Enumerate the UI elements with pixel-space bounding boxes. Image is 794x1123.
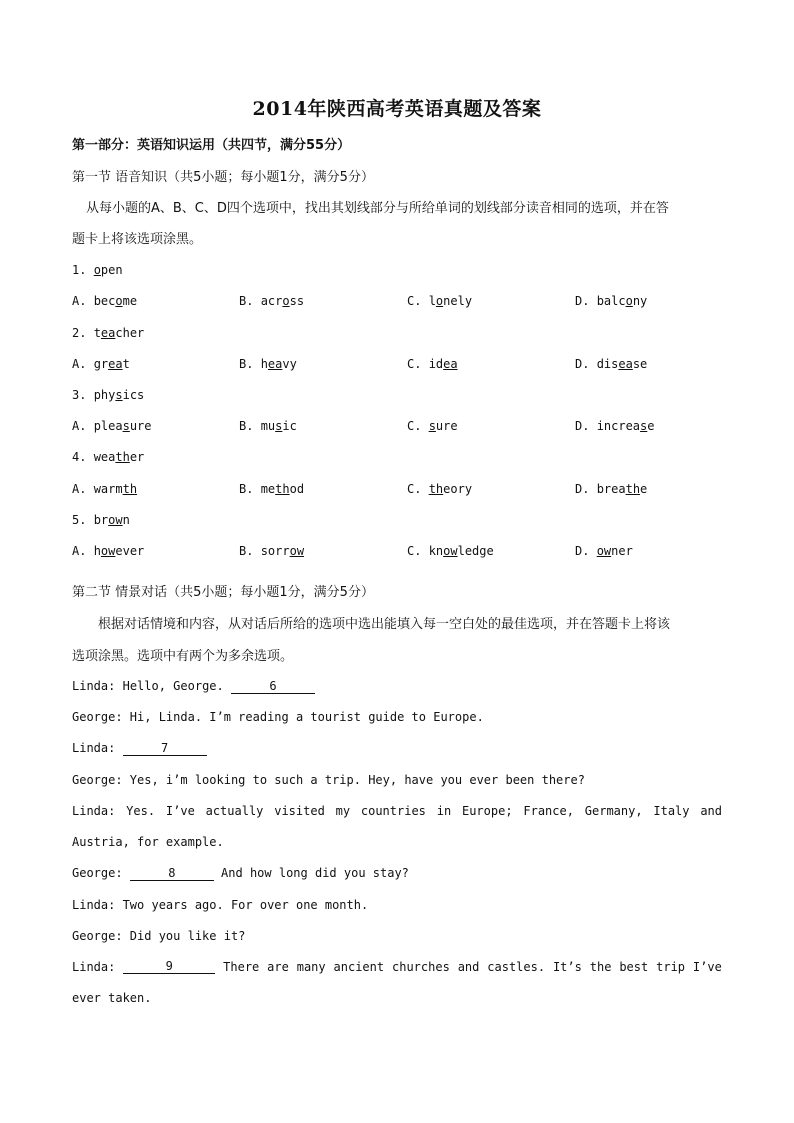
dialogue-line-8: George: Did you like it? bbox=[72, 929, 246, 943]
dialogue-line-1: Linda: Hello, George. 6 bbox=[72, 679, 315, 694]
question-1-option-d[interactable]: D. balcony bbox=[575, 294, 648, 308]
question-2-option-b[interactable]: B. heavy bbox=[239, 357, 297, 371]
dialogue-line-4: George: Yes, i’m looking to such a trip. Hey, have you ever been there? bbox=[72, 773, 585, 787]
dialogue-line-2: George: Hi, Linda. I’m reading a tourist guide to Europe. bbox=[72, 710, 484, 724]
dialogue-line-7: Linda: Two years ago. For over one month. bbox=[72, 898, 369, 912]
question-3-option-c[interactable]: C. sure bbox=[407, 419, 458, 433]
document-title: 2014年陕西高考英语真题及答案 bbox=[252, 98, 542, 120]
dialogue-line-6: George: 8 And how long did you stay? bbox=[72, 866, 409, 880]
question-3-word: 3. physics bbox=[72, 388, 145, 402]
question-2-option-d[interactable]: D. disease bbox=[575, 357, 648, 371]
answer-blank-7[interactable]: 7 bbox=[123, 742, 207, 756]
dialogue-line-9: Linda: 9 There are many ancient churches and castles. It’s the best trip I’ve bbox=[72, 959, 722, 974]
dialogue-line-3: Linda: 7 bbox=[72, 741, 207, 756]
question-2-word: 2. teacher bbox=[72, 326, 145, 340]
section2-instruction-line1: 根据对话情境和内容，从对话后所给的选项中选出能填入每一空白处的最佳选项，并在答题卡上将该 bbox=[98, 617, 671, 632]
dialogue-line-5-cont: Austria, for example. bbox=[72, 835, 224, 849]
question-5-option-a[interactable]: A. however bbox=[72, 544, 145, 558]
dialogue-line-9-cont: ever taken. bbox=[72, 991, 152, 1005]
question-4-option-a[interactable]: A. warmth bbox=[72, 482, 138, 496]
question-2-option-c[interactable]: C. idea bbox=[407, 357, 458, 371]
question-5-option-c[interactable]: C. knowledge bbox=[407, 544, 494, 558]
answer-blank-6[interactable]: 6 bbox=[231, 680, 315, 694]
part1-header: 第一部分：英语知识运用（共四节，满分55分） bbox=[72, 138, 351, 153]
question-1-option-c[interactable]: C. lonely bbox=[407, 294, 473, 308]
question-4-option-d[interactable]: D. breathe bbox=[575, 482, 648, 496]
section1-header: 第一节 语音知识（共5小题；每小题1分，满分5分） bbox=[72, 170, 374, 185]
section1-instruction-line2: 题卡上将该选项涂黑。 bbox=[72, 232, 203, 247]
question-3-option-d[interactable]: D. increase bbox=[575, 419, 655, 433]
question-4-option-c[interactable]: C. theory bbox=[407, 482, 473, 496]
question-1-option-a[interactable]: A. become bbox=[72, 294, 138, 308]
question-5-word: 5. brown bbox=[72, 513, 130, 527]
question-4-word: 4. weather bbox=[72, 450, 145, 464]
section2-instruction-line2: 选项涂黑。选项中有两个为多余选项。 bbox=[72, 649, 294, 664]
question-5-option-d[interactable]: D. owner bbox=[575, 544, 633, 558]
question-3-option-b[interactable]: B. music bbox=[239, 419, 297, 433]
question-4-option-b[interactable]: B. method bbox=[239, 482, 305, 496]
question-1-word: 1. open bbox=[72, 263, 123, 277]
question-5-option-b[interactable]: B. sorrow bbox=[239, 544, 305, 558]
answer-blank-9[interactable]: 9 bbox=[123, 960, 215, 974]
question-2-option-a[interactable]: A. great bbox=[72, 357, 130, 371]
question-3-option-a[interactable]: A. pleasure bbox=[72, 419, 152, 433]
dialogue-line-5: Linda: Yes. I’ve actually visited my countries in Europe; France, Germany, Italy and bbox=[72, 804, 722, 818]
question-1-option-b[interactable]: B. across bbox=[239, 294, 305, 308]
answer-blank-8[interactable]: 8 bbox=[130, 867, 214, 881]
section2-header: 第二节 情景对话（共5小题；每小题1分，满分5分） bbox=[72, 585, 374, 600]
section1-instruction-line1: 从每小题的A、B、C、D四个选项中，找出其划线部分与所给单词的划线部分读音相同的选项，并在答 bbox=[86, 201, 669, 216]
